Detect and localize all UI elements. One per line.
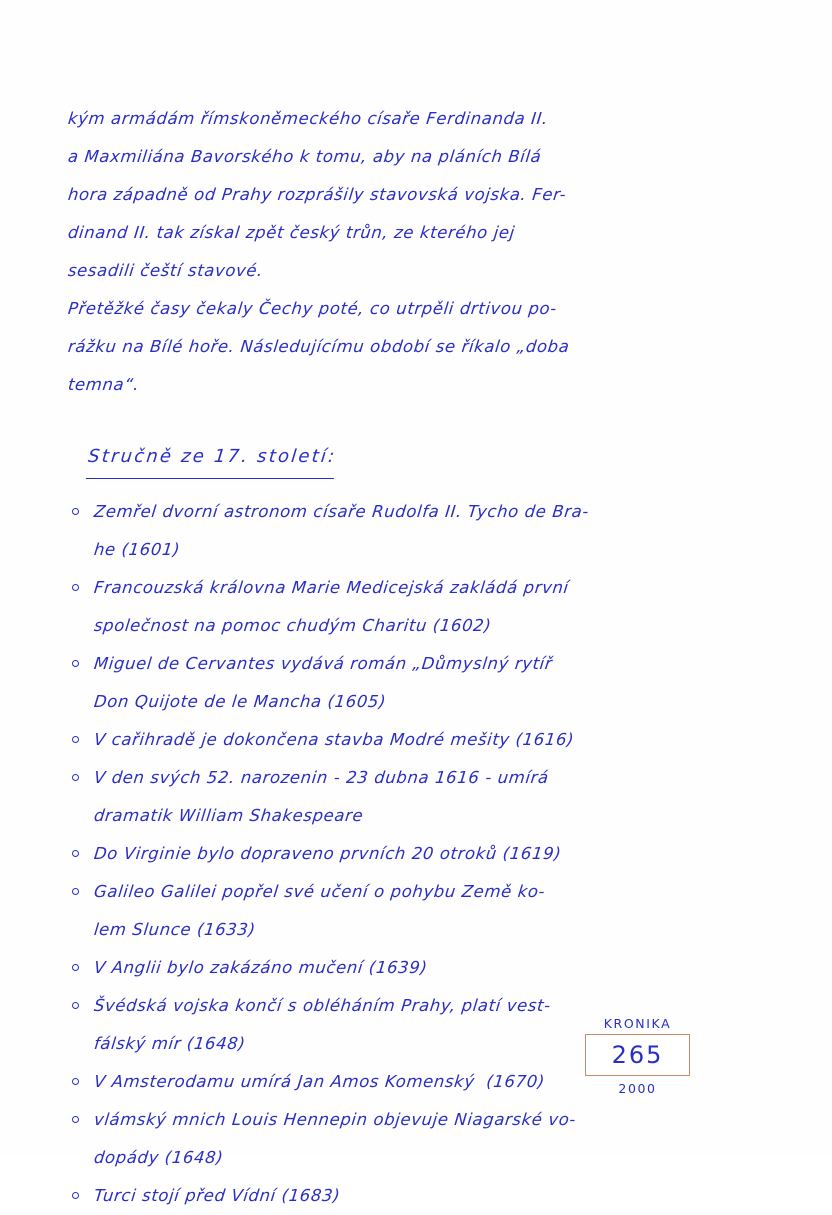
bullet-icon — [72, 964, 79, 971]
list-item — [68, 493, 708, 569]
list-item — [68, 569, 708, 645]
bullet-icon — [72, 888, 79, 895]
list-item — [68, 873, 708, 949]
text-line: společnost na pomoc chudým Charitu (1602) — [93, 616, 493, 635]
text-line: Galileo Galilei popřel své učení o pohybu Země ko- — [93, 882, 547, 901]
text-line: Francouzská královna Marie Medicejská zakládá první — [93, 578, 570, 597]
bullet-icon — [72, 660, 79, 667]
bullet-icon — [72, 1192, 79, 1199]
text-line: V Amsterodamu umírá Jan Amos Komenský (1670) — [93, 1072, 546, 1091]
list-item — [68, 645, 708, 721]
list-item — [68, 1101, 708, 1177]
bullet-icon — [72, 774, 79, 781]
text-line: sesadili čeští stavové. — [67, 261, 265, 280]
events-list — [68, 493, 708, 1215]
text-line: rážku na Bílé hoře. Následujícímu období se říkalo „doba — [67, 337, 571, 356]
text-line: dopády (1648) — [93, 1148, 225, 1167]
stamp-label: KRONIKA — [603, 1016, 672, 1031]
text-line: Přetěžké časy čekaly Čechy poté, co utrpěli drtivou po- — [67, 299, 558, 318]
page-stamp — [585, 1016, 690, 1096]
text-line: fálský mír (1648) — [93, 1034, 247, 1053]
bullet-icon — [72, 584, 79, 591]
bullet-icon — [72, 1078, 79, 1085]
bullet-icon — [72, 508, 79, 515]
text-line: dramatik William Shakespeare — [93, 806, 365, 825]
text-line: Don Quijote de le Mancha (1605) — [93, 692, 388, 711]
text-line: V cařihradě je dokončena stavba Modré mešity (1616) — [93, 730, 576, 749]
list-item — [68, 759, 708, 835]
paragraph-2 — [68, 290, 708, 404]
bullet-icon — [72, 1116, 79, 1123]
list-item — [68, 949, 708, 987]
stamp-year: 2000 — [618, 1081, 657, 1096]
list-item — [68, 835, 708, 873]
text-line: kým armádám římskoněmeckého císaře Ferdinanda II. — [67, 109, 550, 128]
text-line: Švédská vojska končí s obléháním Prahy, platí vest- — [93, 996, 552, 1015]
text-line: Miguel de Cervantes vydává román „Důmyslný rytíř — [93, 654, 554, 673]
paragraph-1 — [68, 100, 708, 290]
text-line: a Maxmiliána Bavorského k tomu, aby na pláních Bílá — [67, 147, 543, 166]
text-line: V Anglii bylo zakázáno mučení (1639) — [93, 958, 429, 977]
section-heading: Stručně ze 17. století: — [86, 438, 339, 479]
text-line: lem Slunce (1633) — [93, 920, 257, 939]
text-line: Turci stojí před Vídní (1683) — [93, 1186, 342, 1205]
bullet-icon — [72, 850, 79, 857]
text-line: V den svých 52. narozenin - 23 dubna 1616 - umírá — [93, 768, 550, 787]
list-item — [68, 721, 708, 759]
text-line: Zemřel dvorní astronom císaře Rudolfa II. Tycho de Bra- — [93, 502, 591, 521]
page-number: 265 — [585, 1034, 690, 1076]
text-line: hora západně od Prahy rozprášily stavovská vojska. Fer- — [67, 185, 568, 204]
bullet-icon — [72, 1002, 79, 1009]
bullet-icon — [72, 736, 79, 743]
text-line: dinand II. tak získal zpět český trůn, ze kterého jej — [67, 223, 516, 242]
list-item — [68, 1177, 708, 1215]
text-line: temna“. — [67, 375, 141, 394]
text-line: Do Virginie bylo dopraveno prvních 20 otroků (1619) — [93, 844, 563, 863]
text-line: vlámský mnich Louis Hennepin objevuje Niagarské vo- — [93, 1110, 578, 1129]
text-line: he (1601) — [93, 540, 182, 559]
